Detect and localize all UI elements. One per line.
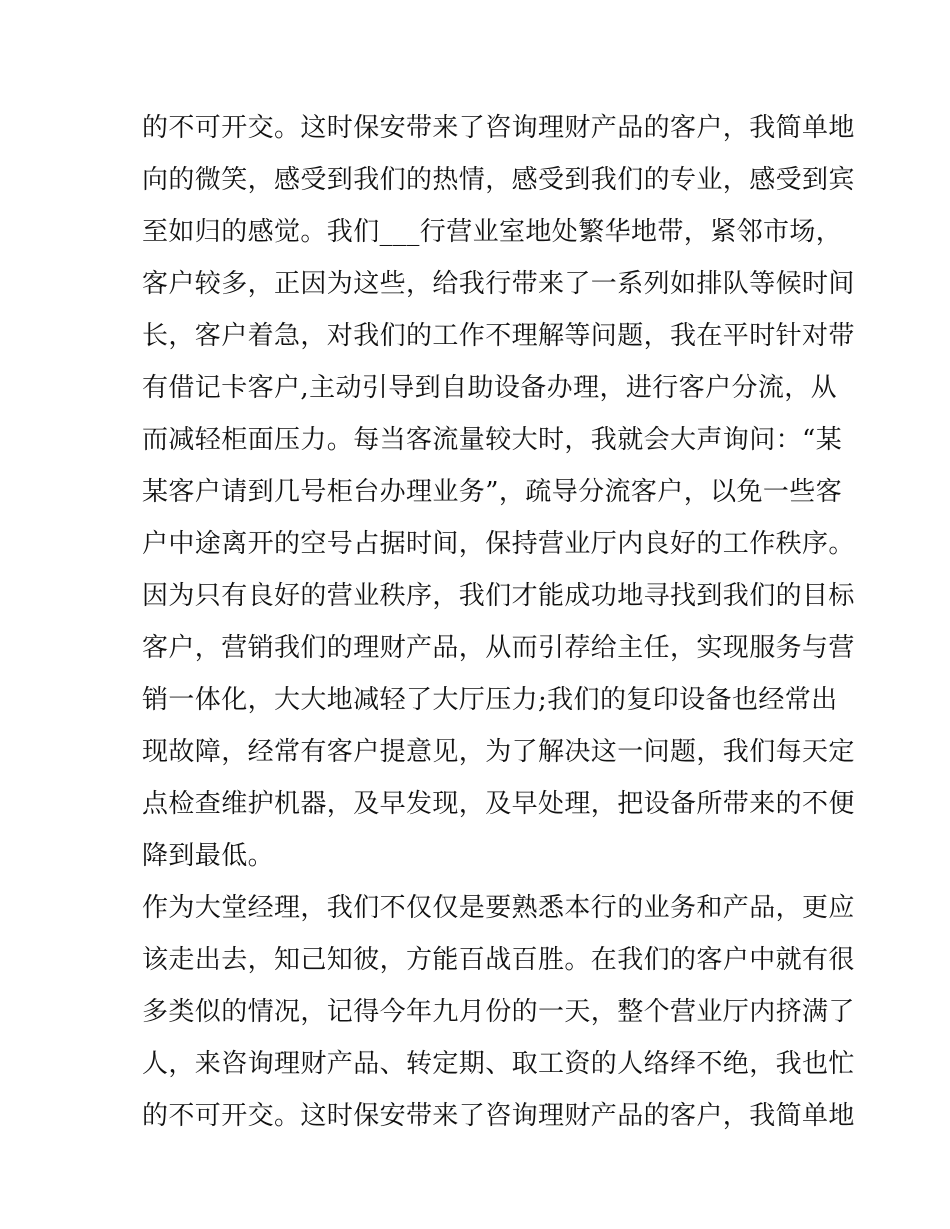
text-line: 销一体化，大大地减轻了大厅压力;我们的复印设备也经常出 — [142, 685, 838, 715]
text-line: 降到最低。 — [142, 841, 275, 871]
text-line: 人，来咨询理财产品、转定期、取工资的人络绎不绝，我也忙 — [142, 1049, 855, 1079]
text-line: 某客户请到几号柜台办理业务”，疏导分流客户，以免一些客 — [142, 477, 843, 507]
text-line: 长，客户着急，对我们的工作不理解等问题，我在平时针对带 — [142, 321, 855, 351]
text-line: 户中途离开的空号占据时间，保持营业厅内良好的工作秩序。 — [142, 529, 855, 559]
text-line: 作为大堂经理，我们不仅仅是要熟悉本行的业务和产品，更应 — [142, 893, 855, 923]
text-line: 的不可开交。这时保安带来了咨询理财产品的客户，我简单地 — [142, 113, 855, 143]
text-line: 有借记卡客户,主动引导到自助设备办理，进行客户分流，从 — [142, 373, 838, 403]
text-line: 客户，营销我们的理财产品，从而引荐给主任，实现服务与营 — [142, 633, 855, 663]
text-line: 而减轻柜面压力。每当客流量较大时，我就会大声询问：“某 — [142, 425, 843, 455]
text-line: 至如归的感觉。我们___行营业室地处繁华地带，紧邻市场， — [142, 217, 843, 247]
text-line: 现故障，经常有客户提意见，为了解决这一问题，我们每天定 — [142, 737, 855, 767]
text-line: 的不可开交。这时保安带来了咨询理财产品的客户，我简单地 — [142, 1101, 855, 1131]
text-line: 因为只有良好的营业秩序，我们才能成功地寻找到我们的目标 — [142, 581, 855, 611]
text-line: 客户较多，正因为这些，给我行带来了一系列如排队等候时间 — [142, 269, 855, 299]
text-line: 多类似的情况，记得今年九月份的一天，整个营业厅内挤满了 — [142, 997, 855, 1027]
text-line: 向的微笑，感受到我们的热情，感受到我们的专业，感受到宾 — [142, 165, 855, 195]
text-line: 点检查维护机器，及早发现，及早处理，把设备所带来的不便 — [142, 789, 855, 819]
text-line: 该走出去，知己知彼，方能百战百胜。在我们的客户中就有很 — [142, 945, 855, 975]
